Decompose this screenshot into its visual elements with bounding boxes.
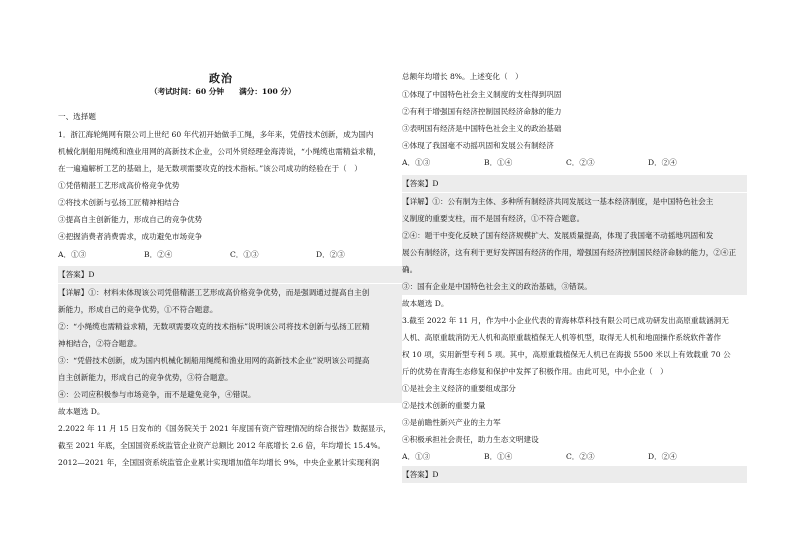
option-statement: ③表明国有经济是中国特色社会主义的政治基础 [402,124,562,133]
explanation-line: ③：国有企业是中国特色社会主义的政治基础，③错误。 [402,278,747,295]
explanation-line: 【详解】①：公有制为主体、多种所有制经济共同发展这一基本经济制度，是中国特色社会主 [402,193,747,210]
question-stem: 截至 2021 年底，全国国资系统监管企业资产总额比 2012 年底增长 2.6 倍，年均增长 15.4%。 [58,441,386,450]
explanation-line: ④：公司应积极参与市场竞争，而不是避免竞争，④错误。 [58,386,402,403]
question-stem: 斤的优势在青海生态修复和保护中发挥了积极作用。由此可见，中小企业（ ） [402,367,668,376]
choice-d: D．②③ [316,250,345,259]
question-stem: 1．浙江海轮绳网有限公司上世纪 60 年代初开始做手工绳，多年来，凭借技术创新，成为国内 [58,130,374,139]
option-statement: ①凭借精湛工艺形成高价格竞争优势 [58,181,180,190]
choice-d: D．②④ [648,452,677,461]
choice-a: A．①③ [402,452,431,461]
section-heading: 一、选择题 [58,112,96,121]
choice-b: B．①④ [484,452,513,461]
explanation-line: ③：“凭借技术创新，成为国内机械化制船用绳缆和渔业用网的高新技术企业”说明该公司提高 [58,352,402,369]
answer-label: 【答案】D [402,466,747,483]
exam-info: （考试时间：60 分钟 满分：100 分） [150,87,296,96]
option-statement: ③提高自主创新能力，形成自己的竞争优势 [58,215,203,224]
option-statement: ④体现了我国毫不动摇巩固和发展公有制经济 [402,141,554,150]
option-statement: ③是前瞻性新兴产业的主力军 [402,418,501,427]
answer-label: 【答案】D [58,266,402,283]
option-statement: ②有利于增强国有经济控制国民经济命脉的能力 [402,107,562,116]
explanation-line: 新能力，形成自己的竞争优势，①不符合题意。 [58,301,402,318]
question-stem: 权 10 项，实用新型专利 5 项。其中，高原重载植保无人机已在海拔 5500 米以上有效载重 70 公 [402,350,731,359]
answer-label: 【答案】D [402,175,747,192]
choice-b: B．②④ [144,250,173,259]
option-statement: ①是社会主义经济的重要组成部分 [402,384,516,393]
page-title: 政治 [209,72,233,85]
question-stem: 总额年均增长 8%。上述变化（ ） [402,72,523,81]
choice-b: B．①④ [484,158,513,167]
choice-c: C．②③ [566,158,595,167]
option-statement: ④积极承担社会责任，助力生态文明建设 [402,435,539,444]
option-statement: ②是技术创新的重要力量 [402,401,486,410]
explanation-conclusion: 故本题选 D。 [402,299,449,308]
question-stem: 2012—2021 年，全国国资系统监管企业累计实现增加值年均增长 9%，中央企业累计实现利润 [58,458,380,467]
option-statement: ④把握消费者消费需求，成功避免市场竞争 [58,232,203,241]
choice-a: A．①③ [402,158,431,167]
question-stem: 3.截至 2022 年 11 月，作为中小企业代表的青海林草科技有限公司已成功研发出高原重载涵洞无 [402,316,729,325]
question-stem: 在一遍遍解析工艺的基础上，是无数项需要攻克的技术指标。”该公司成功的经验在于（ ） [58,164,362,173]
explanation-line: 神相结合，②符合题意。 [58,335,402,352]
question-stem: 机械化制船用绳缆和渔业用网的高新技术企业，公司外贸经理金海涛说，“小绳缆也需精益求精， [58,147,381,156]
explanation-line: ②④：题干中变化反映了国有经济规模扩大、发展质量提高，体现了我国毫不动摇地巩固和发 [402,227,747,244]
choice-a: A．①③ [58,250,87,259]
question-stem: 人机、高原重载消防无人机和高原重载植保无人机等机型，取得无人机和地面操作系统软件著作 [402,333,721,342]
choice-d: D．②④ [648,158,677,167]
choice-c: C．①③ [230,250,259,259]
option-statement: ②将技术创新与弘扬工匠精神相结合 [58,198,180,207]
explanation-conclusion: 故本题选 D。 [58,407,105,416]
explanation-line: 自主创新能力，形成自己的竞争优势，③符合题意。 [58,369,402,386]
option-statement: ①体现了中国特色社会主义制度的支柱得到巩固 [402,90,562,99]
explanation-line: ②：“小绳缆也需精益求精，无数项需要攻克的技术指标”说明该公司将技术创新与弘扬工匠精 [58,318,402,335]
question-stem: 2.2022 年 11 月 15 日发布的《国务院关于 2021 年度国有资产管理情况的综合报告》数据显示， [58,424,391,433]
explanation-line: 义制度的重要支柱，而不是国有经济，①不符合题意。 [402,210,747,227]
explanation-line: 【详解】①：材料未体现该公司凭借精湛工艺形成高价格竞争优势，而是强调通过提高自主创 [58,284,402,301]
explanation-line: 展公有制经济，这有利于更好发挥国有经济的作用，增强国有经济控制国民经济命脉的能力，②④正确。 [402,244,747,278]
choice-c: C．②③ [566,452,595,461]
